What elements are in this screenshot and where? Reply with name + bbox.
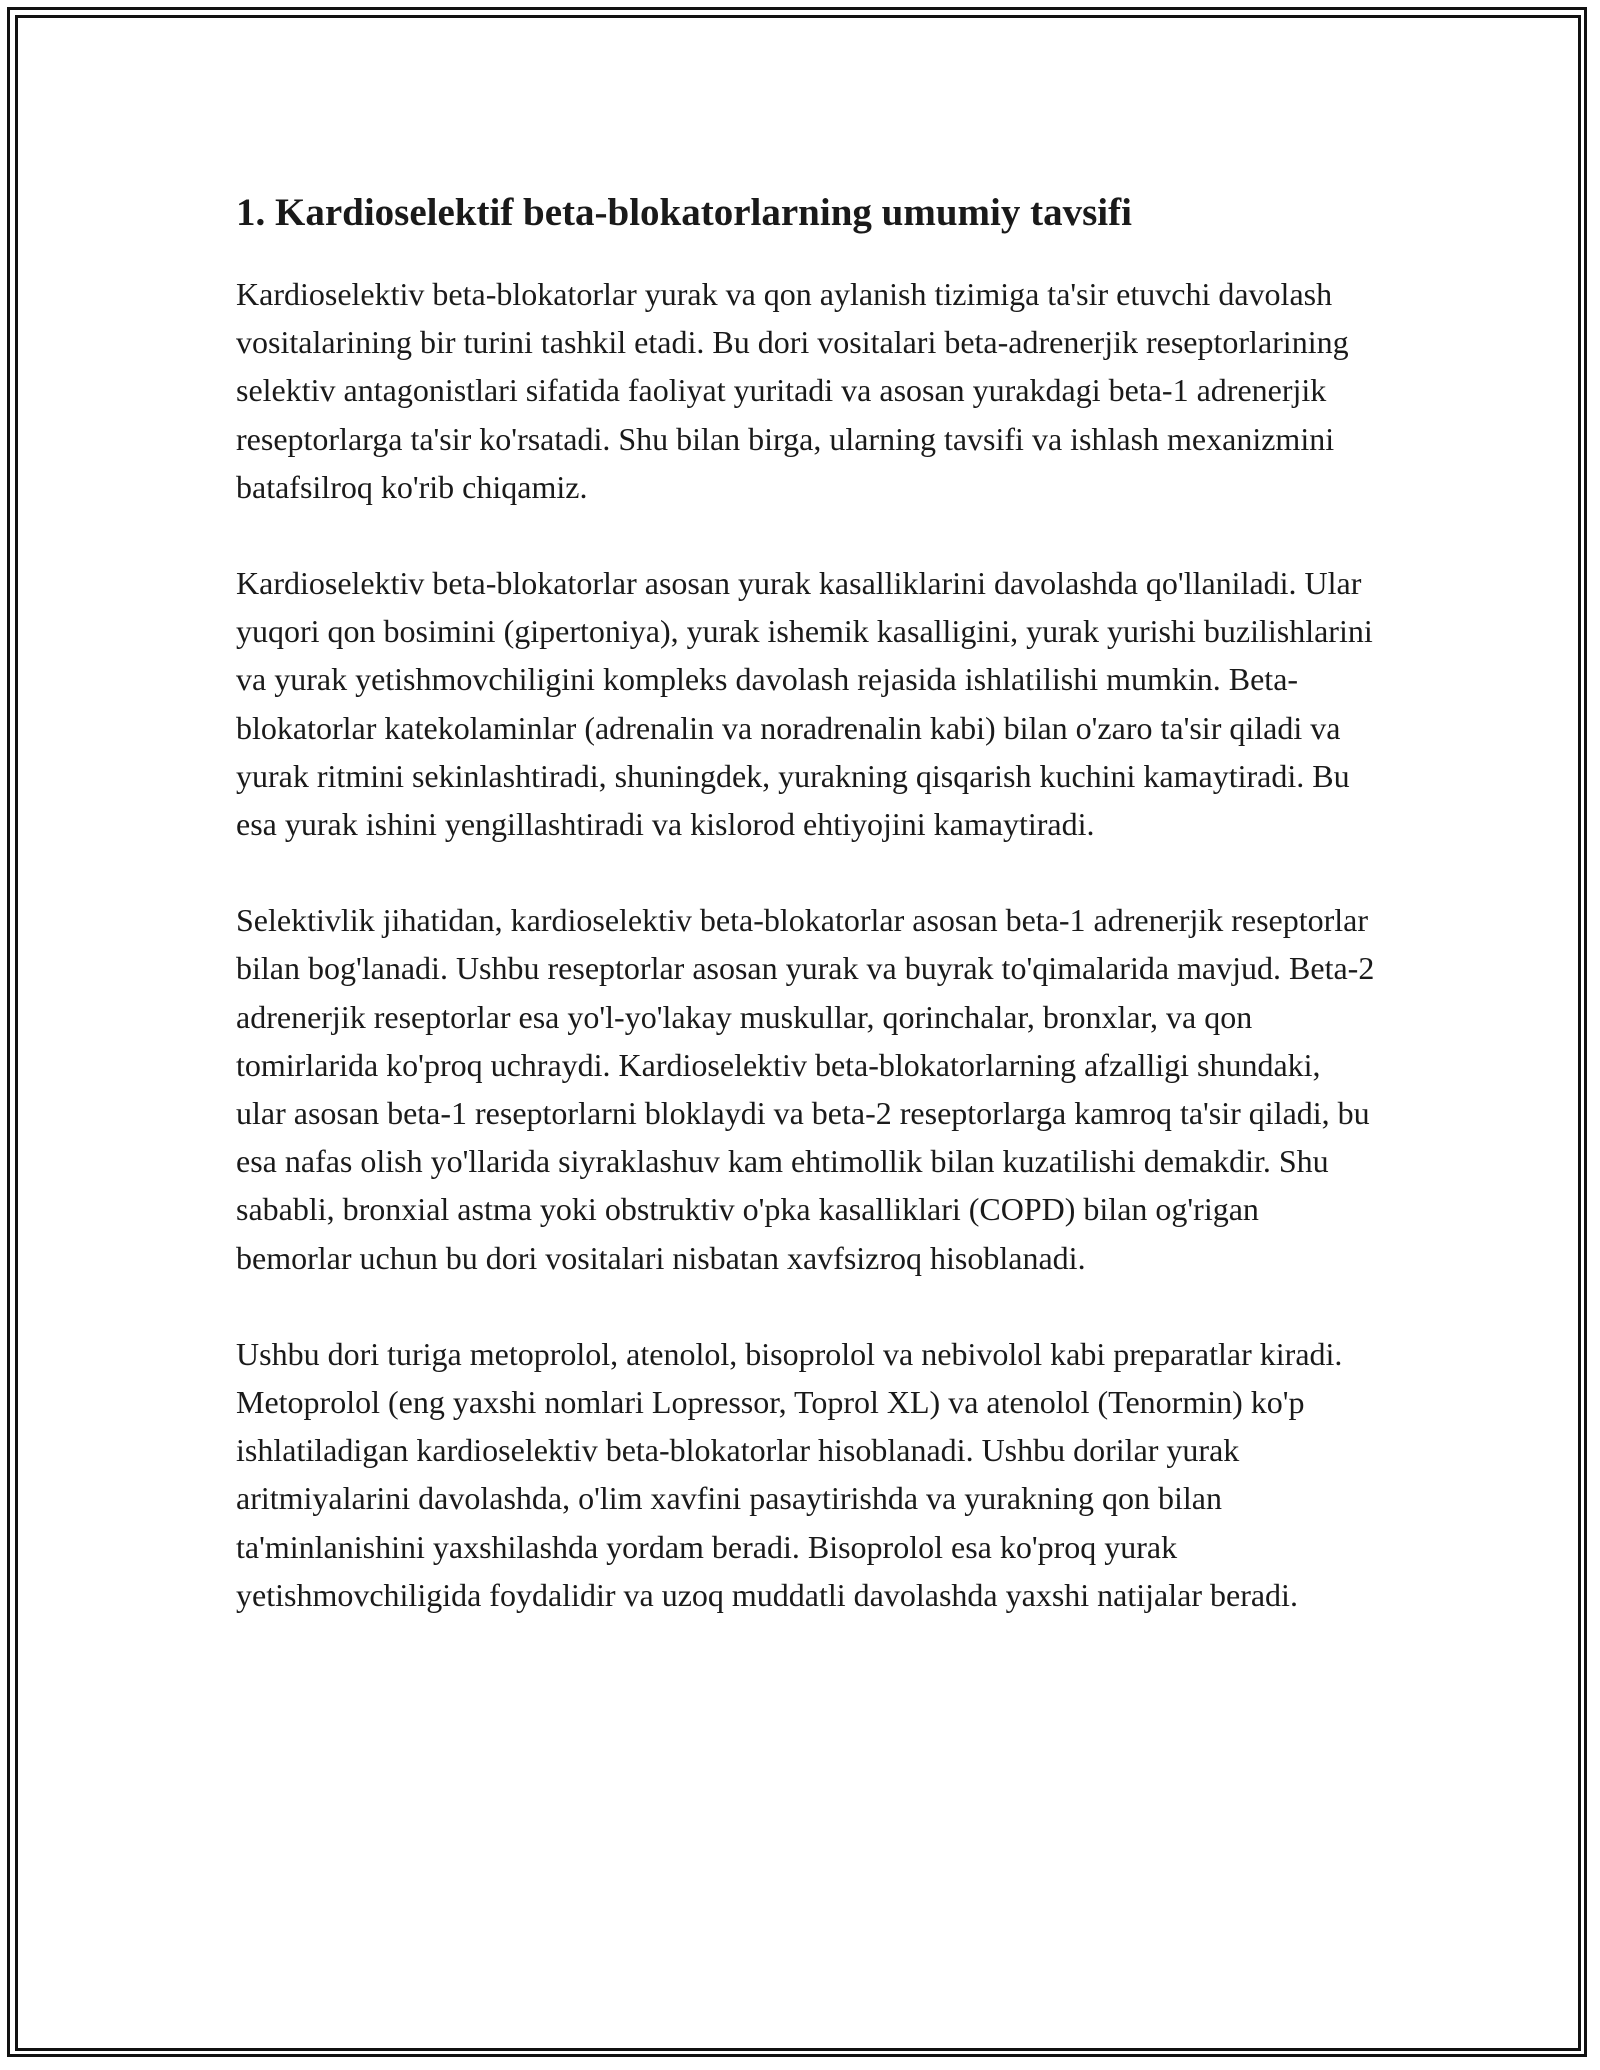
section-heading: 1. Kardioselektif beta-blokatorlarning umumiy tavsifi [236, 191, 1132, 234]
document-body [236, 186, 1376, 1619]
paragraph-3: Selektivlik jihatidan, kardioselektiv beta-blokatorlar asosan beta-1 adrenerjik reseptorlar bilan bog'lanadi. Ushbu reseptorlar asosan yurak va buyrak to'qimalarida mavjud. Beta-2 adrenerjik reseptorlar esa yo'l-yo'lakay muskullar, qorinchalar, bronxlar, va qon tomirlarida ko'proq uchraydi. Kardioselektiv beta-blokatorlarning afzalligi shundaki, ular asosan beta-1 reseptorlarni bloklaydi va beta-2 reseptorlarga kamroq ta'sir qiladi, bu esa nafas olish yo'llarida siyraklashuv kam ehtimollik bilan kuzatilishi demakdir. Shu sababli, bronxial astma yoki obstruktiv o'pka kasalliklari (COPD) bilan og'rigan bemorlar uchun bu dori vositalari nisbatan xavfsizroq hisoblanadi. [236, 902, 1375, 1276]
paragraph-2: Kardioselektiv beta-blokatorlar asosan yurak kasalliklarini davolashda qo'llaniladi. Ular yuqori qon bosimini (gipertoniya), yurak ishemik kasalligini, yurak yurishi buzilishlarini va yurak yetishmovchiligini kompleks davolash rejasida ishlatilishi mumkin. Beta-blokatorlar katekolaminlar (adrenalin va noradrenalin kabi) bilan o'zaro ta'sir qiladi va yurak ritmini sekinlashtiradi, shuningdek, yurakning qisqarish kuchini kamaytiradi. Bu esa yurak ishini yengillashtiradi va kislorod ehtiyojini kamaytiradi. [236, 565, 1373, 843]
paragraph-4: Ushbu dori turiga metoprolol, atenolol, bisoprolol va nebivolol kabi preparatlar kiradi. Metoprolol (eng yaxshi nomlari Lopressor, Toprol XL) va atenolol (Tenormin) ko'p ishlatiladigan kardioselektiv beta-blokatorlar hisoblanadi. Ushbu dorilar yurak aritmiyalarini davolashda, o'lim xavfini pasaytirishda va yurakning qon bilan ta'minlanishini yaxshilashda yordam beradi. Bisoprolol esa ko'proq yurak yetishmovchiligida foydalidir va uzoq muddatli davolashda yaxshi natijalar beradi. [236, 1335, 1343, 1613]
paragraph-1: Kardioselektiv beta-blokatorlar yurak va qon aylanish tizimiga ta'sir etuvchi davolash vositalarining bir turini tashkil etadi. Bu dori vositalari beta-adrenerjik reseptorlarining selektiv antagonistlari sifatida faoliyat yuritadi va asosan yurakdagi beta-1 adrenerjik reseptorlarga ta'sir ko'rsatadi. Shu bilan birga, ularning tavsifi va ishlash mexanizmini batafsilroq ko'rib chiqamiz. [236, 276, 1349, 505]
